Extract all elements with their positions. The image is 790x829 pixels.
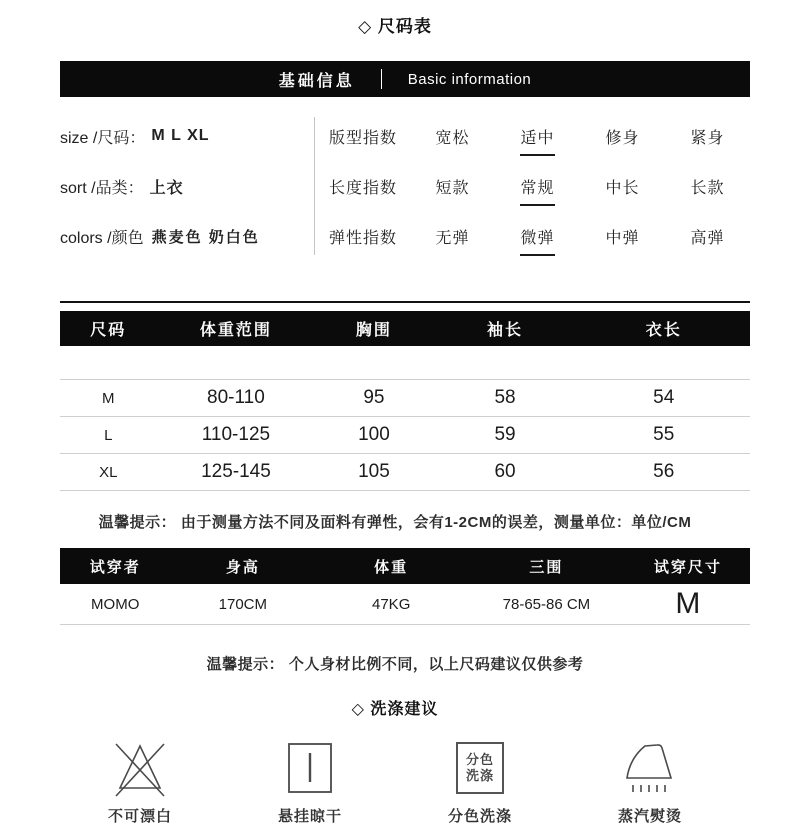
table-row — [60, 454, 750, 491]
elasticity-option: 高弹 — [690, 229, 725, 247]
cell-sleeve: 60 — [494, 461, 516, 482]
elasticity-option: 无弹 — [435, 229, 470, 247]
size-value: M L XL — [151, 127, 210, 144]
cell-size: M — [102, 389, 115, 407]
fit-option: 宽松 — [435, 129, 470, 147]
colors-row — [60, 211, 314, 261]
col-header-height: 身高 — [225, 558, 260, 576]
length-option: 短款 — [435, 179, 470, 197]
col-header-model: 试穿者 — [89, 558, 141, 576]
basic-info-left-column — [60, 111, 314, 261]
cell-bust: 95 — [363, 387, 385, 408]
elasticity-index-label: 弹性指数 — [329, 229, 398, 247]
cell-model-name: MOMO — [91, 595, 140, 613]
wash-box-text: 分色 — [465, 751, 494, 767]
basic-info-section — [60, 111, 750, 261]
cell-weight-range: 125-145 — [201, 461, 271, 482]
size-table — [60, 301, 750, 491]
col-header-tried-size: 试穿尺寸 — [653, 558, 722, 576]
cell-size: L — [104, 426, 113, 444]
hang-dry-icon — [245, 735, 375, 801]
cell-bust: 100 — [358, 424, 390, 445]
washing-item-no-bleach — [75, 735, 205, 826]
sort-label: sort /品类： — [60, 179, 144, 197]
colors-label: colors /颜色 — [60, 229, 144, 247]
basic-info-header-en: Basic information — [407, 70, 532, 88]
wash-label: 蒸汽熨烫 — [617, 808, 682, 825]
elasticity-option: 中弹 — [605, 229, 640, 247]
col-header-measurements: 三围 — [529, 558, 564, 576]
cell-tried-size: M — [675, 587, 701, 620]
sort-value: 上衣 — [149, 179, 184, 197]
col-header-garment-length: 衣长 — [645, 322, 682, 339]
basic-info-header-cn: 基础信息 — [278, 72, 355, 90]
washing-item-steam-iron — [585, 735, 715, 826]
fit-option: 修身 — [605, 129, 640, 147]
fit-table-header — [60, 548, 750, 584]
washing-icons-row — [75, 735, 715, 826]
colors-value: 燕麦色 奶白色 — [151, 228, 260, 246]
length-option-selected: 常规 — [520, 175, 554, 206]
size-table-header — [60, 311, 750, 346]
color-separate-wash-icon — [415, 735, 545, 801]
steam-iron-icon — [585, 735, 715, 801]
wash-box-text: 洗涤 — [465, 768, 494, 783]
cell-model-measurements: 78-65-86 CM — [502, 595, 591, 613]
length-option: 长款 — [690, 179, 725, 197]
washing-section-title: ◇ 洗涤建议 — [351, 701, 439, 718]
measurement-tip: 温馨提示： 由于测量方法不同及面料有弹性，会有1-2CM的误差，测量单位：单位/CM — [98, 514, 692, 531]
cell-weight-range: 80-110 — [207, 387, 265, 408]
table-top-rule — [60, 301, 750, 303]
cell-sleeve: 58 — [494, 387, 516, 408]
table-row — [60, 417, 750, 454]
col-header-size: 尺码 — [90, 322, 127, 339]
length-option: 中长 — [605, 179, 640, 197]
wash-label: 分色洗涤 — [447, 808, 512, 825]
sort-row — [60, 161, 314, 211]
col-header-weight: 体重 — [374, 558, 409, 576]
elasticity-option-selected: 微弹 — [520, 225, 554, 256]
cell-garment-length: 55 — [653, 424, 675, 445]
fit-index-label: 版型指数 — [329, 129, 398, 147]
col-header-sleeve: 袖长 — [487, 322, 524, 339]
table-row — [60, 584, 750, 625]
cell-sleeve: 59 — [494, 424, 516, 445]
cell-garment-length: 54 — [653, 387, 675, 408]
cell-size: XL — [99, 463, 118, 481]
size-advice-tip: 温馨提示： 个人身材比例不同，以上尺码建议仅供参考 — [206, 656, 584, 673]
cell-model-weight: 47KG — [372, 595, 411, 613]
col-header-bust: 胸围 — [355, 322, 392, 339]
size-table-spacer-row — [60, 346, 750, 380]
page-title: ◇ 尺码表 — [358, 17, 432, 36]
wash-label: 悬挂晾干 — [277, 808, 342, 825]
no-bleach-icon — [75, 735, 205, 801]
fit-model-table — [60, 548, 750, 625]
fit-option-selected: 适中 — [520, 125, 554, 156]
cell-weight-range: 110-125 — [201, 424, 271, 445]
basic-info-indices-grid — [315, 111, 750, 261]
cell-model-height: 170CM — [218, 595, 268, 613]
basic-info-header-bar — [60, 61, 750, 97]
wash-label: 不可漂白 — [107, 808, 172, 825]
size-label: size /尺码： — [60, 129, 146, 147]
cell-bust: 105 — [358, 461, 390, 482]
size-row — [60, 111, 314, 161]
header-divider — [381, 69, 382, 89]
fit-option: 紧身 — [690, 129, 725, 147]
cell-garment-length: 56 — [653, 461, 675, 482]
col-header-weight-range: 体重范围 — [199, 322, 272, 339]
washing-item-color-separate — [415, 735, 545, 826]
length-index-label: 长度指数 — [329, 179, 398, 197]
color-separate-wash-box — [456, 742, 504, 794]
washing-item-hang-dry — [245, 735, 375, 826]
table-row — [60, 380, 750, 417]
